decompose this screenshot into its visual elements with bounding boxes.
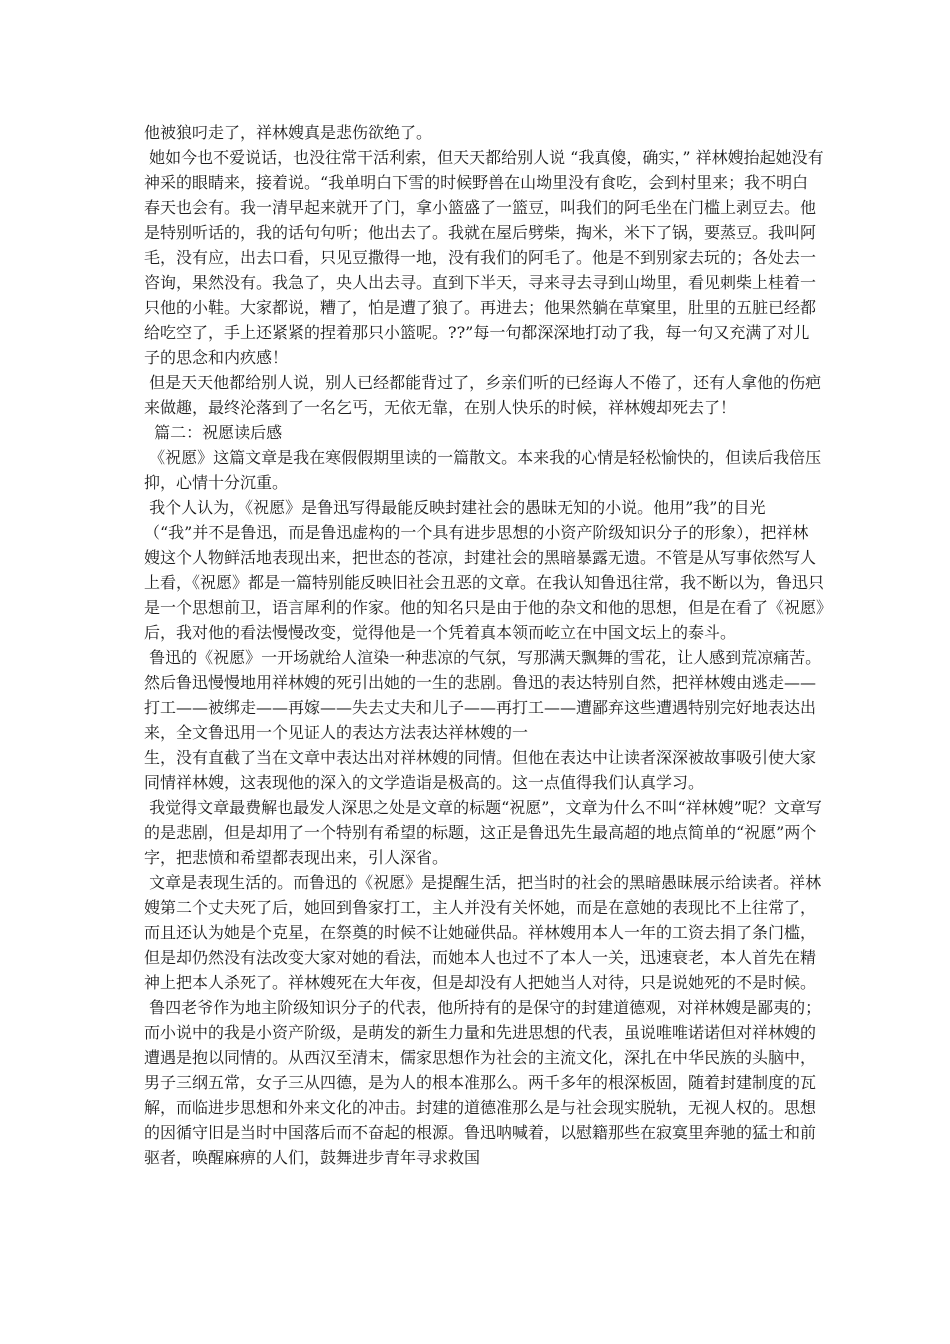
- paragraph-society: 文章是表现生活的。而鲁迅的《祝愿》是提醒生活，把当时的社会的黑暗愚昧展示给读者。祥林嫂第二个丈夫死了后，她回到鲁家打工，主人并没有关怀她，而是在意她的表现比不上往常了，而且还认为她是个克星，在祭奠的时候不让她碰供品。祥林嫂用本人一年的工资去捐了条门槛，但是却仍然没有法改变大家对她的看法，而她本人也过不了本人一关，迅速衰老，本人首先在精神上把本人杀死了。祥林嫂死在大年夜，但是却没有人把她当人对待，只是说她死的不是时候。: [144, 873, 822, 992]
- paragraph-opinion: 我个人认为，《祝愿》是鲁迅写得最能反映封建社会的愚昧无知的小说。他用”我”的目光（“我”并不是鲁迅，而是鲁迅虚构的一个具有进步思想的小资产阶级知识分子的形象），把祥林嫂这个人物鲜活地表现出来，把世态的苍凉，封建社会的黑暗暴露无遗。不管是从写事依然写人上看，《祝愿》都是一篇特别能反映旧社会丑恶的文章。在我认知鲁迅往常，我不断以为，鲁迅只是一个思想前卫，语言犀利的作家。他的知名只是由于他的杂文和他的思想，但是在看了《祝愿》后，我对他的看法慢慢改变，觉得他是一个凭着真本领而屹立在中国文坛上的泰斗。: [144, 498, 825, 642]
- paragraph-intro: 《祝愿》这篇文章是我在寒假假期里读的一篇散文。本来我的心情是轻松愉快的，但读后我倍压抑，心情十分沉重。: [144, 448, 822, 492]
- paragraph-xianglin-story: 她如今也不爱说话，也没往常干活利索，但天天都给别人说 “我真傻，确实，” 祥林嫂抬起她没有神采的眼睛来，接着说。“我单明白下雪的时候野兽在山坳里没有食吃，会到村里来；我不明白春天也会有。我一清早起来就开了门，拿小篮盛了一篮豆，叫我们的阿毛坐在门槛上剥豆去。他是特别听话的，我的话句句听；他出去了。我就在屋后劈柴，掏米，米下了锅，要蒸豆。我叫阿毛，没有应，出去口看，只见豆撒得一地，没有我们的阿毛了。他是不到别家去玩的；各处去一咨询，果然没有。我急了，央人出去寻。直到下半天，寻来寻去寻到山坳里，看见刺柴上桂着一只他的小鞋。大家都说，糟了，怕是遭了狼了。再进去；他果然躺在草窠里，肚里的五脏已经都给吃空了，手上还紧紧的捏着那只小篮呢。??”每一句都深深地打动了我，每一句又充满了对儿子的思念和内疚感！: [144, 148, 824, 367]
- paragraph-literary-skill: 生，没有直截了当在文章中表达出对祥林嫂的同情。但他在表达中让读者深深被故事吸引使大家同情祥林嫂，这表现他的深入的文学造诣是极高的。这一点值得我们认真学习。: [144, 748, 817, 792]
- section-heading: 篇二：祝愿读后感: [144, 423, 283, 442]
- paragraph-feudal-morality: 鲁四老爷作为地主阶级知识分子的代表，他所持有的是保守的封建道德观，对祥林嫂是鄙夷的；而小说中的我是小资产阶级，是萌发的新生力量和先进思想的代表，虽说唯唯诺诺但对祥林嫂的遭遇是抱以同情的。从西汉至清末，儒家思想作为社会的主流文化，深扎在中华民族的头脑中，男子三纲五常，女子三从四德，是为人的根本准那么。两千多年的根深板固，随着封建制度的瓦解，而临进步思想和外来文化的冲击。封建的道德准那么是与社会现实脱轨，无视人权的。思想的因循守旧是当时中国落后而不奋起的根源。鲁迅呐喊着，以慰籍那些在寂寞里奔驰的猛士和前驱者，唤醒麻痹的人们，鼓舞进步青年寻求救国: [144, 998, 822, 1167]
- paragraph-xianglin-death: 但是天天他都给别人说，别人已经都能背过了，乡亲们听的已经诲人不倦了，还有人拿他的伤疤来做趣，最终沦落到了一名乞丐，无依无靠，在别人快乐的时候，祥林嫂却死去了！: [144, 373, 822, 417]
- document-page: [144, 120, 824, 1170]
- paragraph-opening-atmosphere: 鲁迅的《祝愿》一开场就给人渲染一种悲凉的气氛，写那满天飘舞的雪花，让人感到荒凉痛苦。然后鲁迅慢慢地用祥林嫂的死引出她的一生的悲剧。鲁迅的表达特别自然，把祥林嫂由逃走——打工——被绑走——再嫁——失去丈夫和儿子——再打工——遭鄙弃这些遭遇特别完好地表达出来，全文鲁迅用一个见证人的表达方法表达祥林嫂的一: [144, 648, 822, 742]
- paragraph-title-meaning: 我觉得文章最费解也最发人深思之处是文章的标题“祝愿”，文章为什么不叫“祥林嫂”呢？文章写的是悲剧，但是却用了一个特别有希望的标题，这正是鲁迅先生最高超的地点简单的“祝愿”两个字，把悲愤和希望都表现出来，引人深省。: [144, 798, 822, 867]
- paragraph-wolf-took-child: 他被狼叼走了，祥林嫂真是悲伤欲绝了。: [144, 123, 433, 142]
